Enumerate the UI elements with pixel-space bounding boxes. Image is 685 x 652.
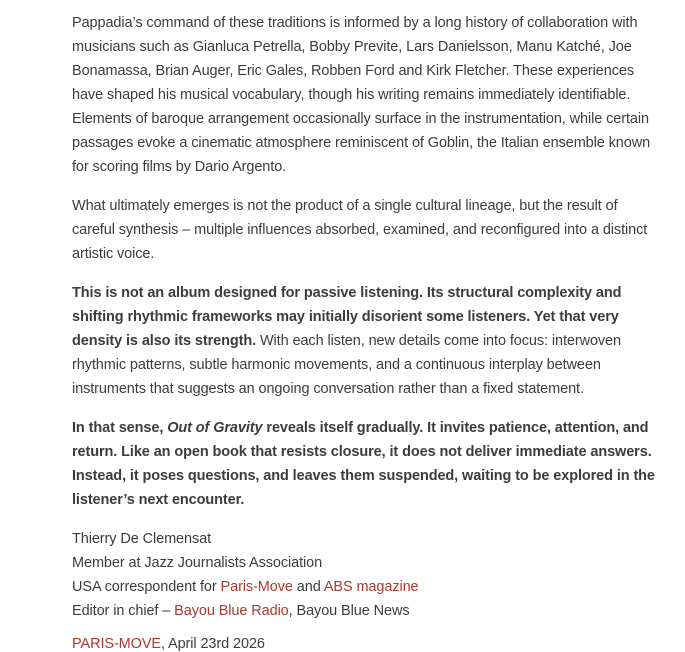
text-run: USA correspondent for: [72, 579, 221, 595]
paragraph-listening-density: [72, 281, 661, 401]
paragraph-synthesis: [72, 194, 661, 266]
paragraph-collaborations: [72, 11, 661, 179]
abs-magazine-link[interactable]: ABS magazine: [323, 579, 419, 595]
paris-move-link[interactable]: Paris-Move: [220, 579, 293, 595]
text-run: and: [292, 579, 324, 595]
bayou-blue-radio-link[interactable]: Bayou Blue Radio: [174, 603, 289, 619]
dateline: [72, 632, 661, 652]
text-run: reveals itself gradually. It invites patience, attention, and return. Like an open book that resists closure, it does not deliver immediate answers. Instead, it poses questions, and leaves them suspended, waiting to be explored in the listener’s next encounter.: [72, 420, 655, 508]
paris-move-dateline-link[interactable]: PARIS-MOVE: [72, 636, 161, 652]
text-run: Out of Gravity: [167, 420, 263, 436]
text-run: , Bayou Blue News: [288, 603, 410, 619]
signature-block: [72, 527, 661, 623]
text-run: This is not an album designed for passive listening. Its structural complexity and shifting rhythmic frameworks may initially disorient some listeners. Yet that very density is also its strength.: [72, 285, 622, 349]
text-run: , April 23rd 2026: [160, 636, 265, 652]
text-run: Editor in chief –: [72, 603, 175, 619]
text-run: Member at Jazz Journalists Association: [72, 555, 323, 571]
text-run: With each listen, new details come into focus: interwoven rhythmic patterns, subtle harmonic movements, and a continuous interplay between instruments that suggests an ongoing conversation rather than a fixed statement.: [72, 333, 621, 397]
text-run: In that sense,: [72, 420, 168, 436]
paragraph-out-of-gravity: [72, 416, 661, 512]
text-run: Thierry De Clemensat: [72, 531, 212, 547]
text-run: Pappadia’s command of these traditions is informed by a long history of collaboration with musicians such as Gianluca Petrella, Bobby Previte, Lars Danielsson, Manu Katché, Joe Bonamassa, Brian Auger, Eric Gales, Robben Ford and Kirk Fletcher. These experiences have shaped his musical vocabulary, though his writing remains immediately identifiable. Elements of baroque arrangement occasionally surface in the instrumentation, while certain passages evoke a cinematic atmosphere reminiscent of Goblin, the Italian ensemble known for scoring films by Dario Argento.: [72, 15, 651, 175]
text-run: What ultimately emerges is not the product of a single cultural lineage, but the result of careful synthesis – multiple influences absorbed, examined, and reconfigured into a distinct artistic voice.: [72, 198, 648, 262]
